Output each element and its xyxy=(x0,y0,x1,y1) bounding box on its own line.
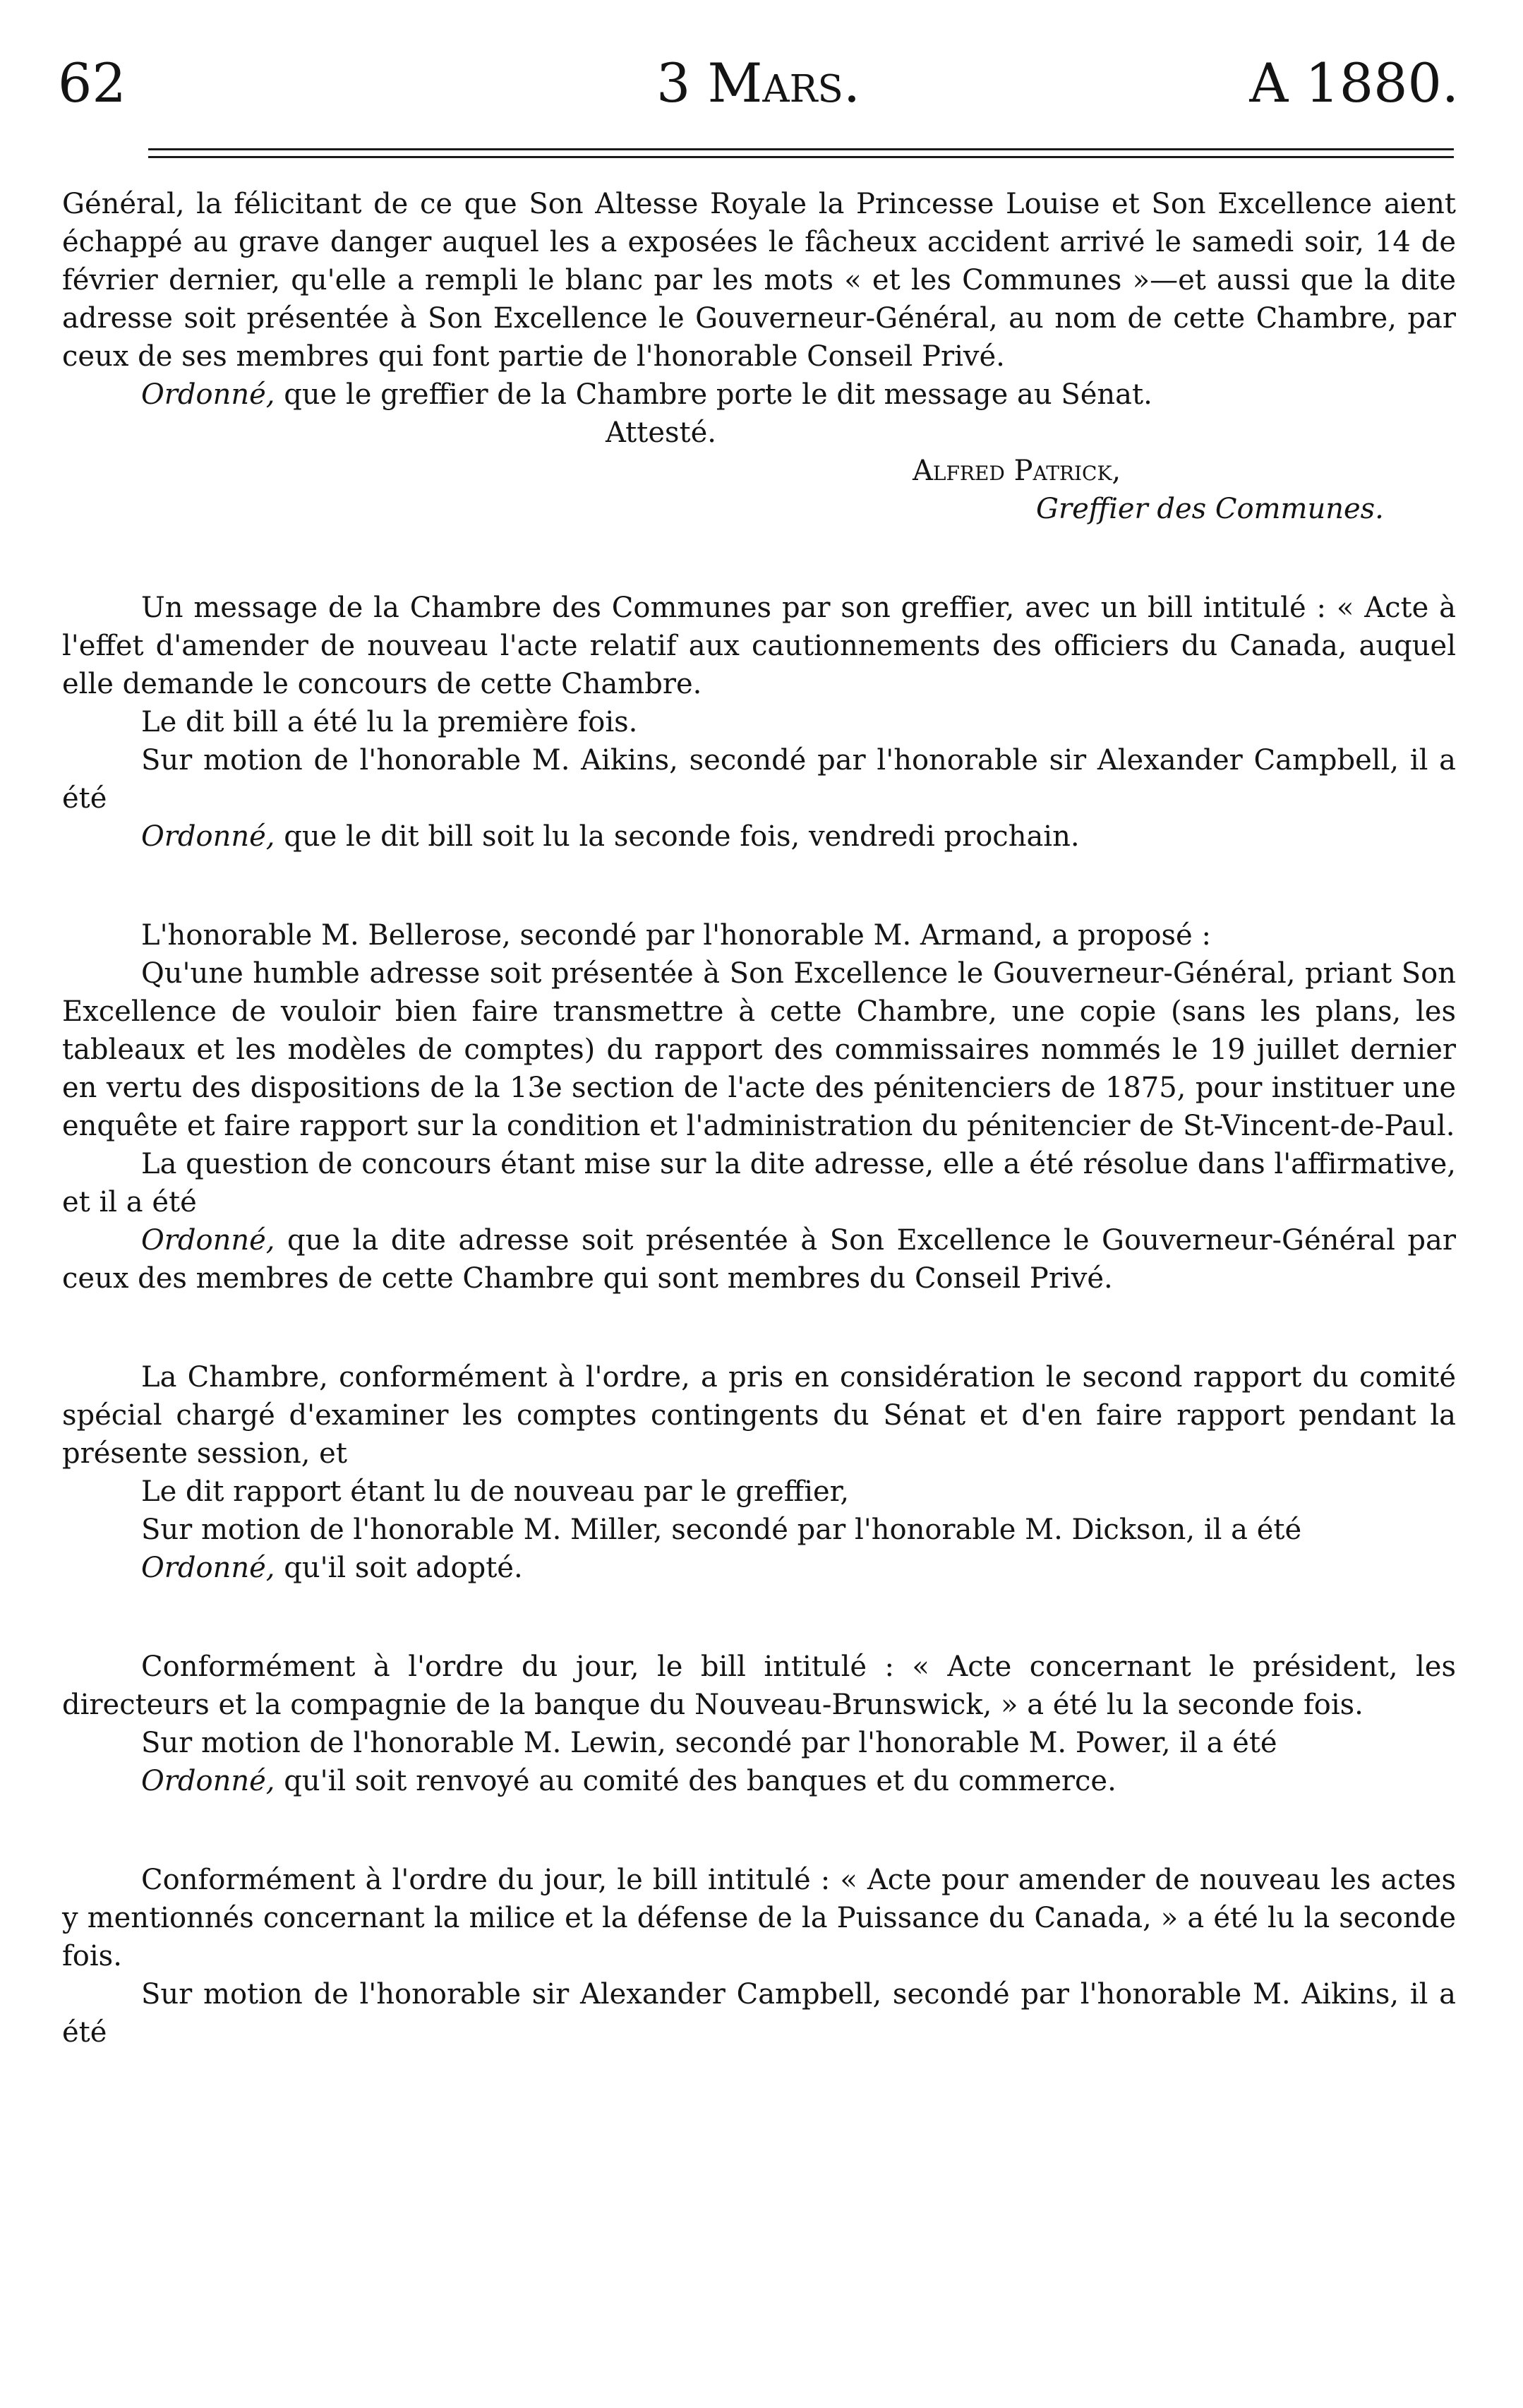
paragraph: Général, la félicitant de ce que Son Altesse Royale la Princesse Louise et Son Excellence aient échappé au grave danger auquel les a exposées le fâcheux accident arrivé le samedi soir, 14 de février dernier, qu'elle a rempli le blanc par les mots « et les Communes »—et aussi que la dite adresse soit présentée à Son Excellence le Gouverneur-Général, au nom de cette Chambre, par ceux de ses membres qui font partie de l'honorable Conseil Privé. xyxy=(62,188,1456,373)
paragraph: Sur motion de l'honorable sir Alexander Campbell, secondé par l'honorable M. Aikins, il a été xyxy=(62,1978,1456,2049)
paragraph: Ordonné, qu'il soit renvoyé au comité des banques et du commerce. xyxy=(141,1765,1116,1797)
paragraph: La question de concours étant mise sur la dite adresse, elle a été résolue dans l'affirmative, et il a été xyxy=(62,1148,1456,1218)
paragraph: Sur motion de l'honorable M. Aikins, secondé par l'honorable sir Alexander Campbell, il a été xyxy=(62,744,1456,815)
paragraph: Qu'une humble adresse soit présentée à Son Excellence le Gouverneur-Général, priant Son Excellence de vouloir bien faire transmettre à cette Chambre, une copie (sans les plans, les tableaux et les modèles de comptes) du rapport des commissaires nommés le 19 juillet dernier en vertu des dispositions de la 13e section de l'acte des pénitenciers de 1875, pour instituer une enquête et faire rapport sur la condition et l'administration du pénitencier de St-Vincent-de-Paul. xyxy=(62,957,1456,1142)
paragraph: Conformément à l'ordre du jour, le bill intitulé : « Acte concernant le président, les directeurs et la compagnie de la banque du Nouveau-Brunswick, » a été lu la seconde fois. xyxy=(62,1651,1456,1721)
header-rule xyxy=(148,148,1454,164)
paragraph: Sur motion de l'honorable M. Lewin, secondé par l'honorable M. Power, il a été xyxy=(141,1727,1277,1759)
page-number: 62 xyxy=(58,52,126,114)
paragraph: Le dit bill a été lu la première fois. xyxy=(141,706,638,738)
attestation: Attesté. xyxy=(606,417,716,449)
paragraph: Ordonné, que le greffier de la Chambre porte le dit message au Sénat. xyxy=(141,378,1152,411)
paragraph: Sur motion de l'honorable M. Miller, secondé par l'honorable M. Dickson, il a été xyxy=(141,1514,1302,1546)
paragraph: La Chambre, conformément à l'ordre, a pris en considération le second rapport du comité spécial chargé d'examiner les comptes contingents du Sénat et d'en faire rapport pendant la présente session, et xyxy=(62,1361,1456,1470)
paragraph: Le dit rapport étant lu de nouveau par le greffier, xyxy=(141,1475,850,1508)
signature-name: Alfred Patrick, xyxy=(913,455,1121,487)
header-date: 3 Mars. xyxy=(656,52,860,114)
paragraph: L'honorable M. Bellerose, secondé par l'honorable M. Armand, a proposé : xyxy=(141,919,1211,952)
paragraph: Un message de la Chambre des Communes par son greffier, avec un bill intitulé : « Acte à l'effet d'amender de nouveau l'acte relatif aux cautionnements des officiers du Canada, auquel elle demande le concours de cette Chambre. xyxy=(62,592,1456,700)
paragraph: Ordonné, qu'il soit adopté. xyxy=(141,1552,523,1584)
page-header xyxy=(58,48,1459,119)
paragraph: Ordonné, que la dite adresse soit présentée à Son Excellence le Gouverneur-Général par ceux des membres de cette Chambre qui sont membres du Conseil Privé. xyxy=(62,1224,1456,1295)
signature-title: Greffier des Communes. xyxy=(1036,493,1384,525)
paragraph: Conformément à l'ordre du jour, le bill intitulé : « Acte pour amender de nouveau les actes y mentionnés concernant la milice et la défense de la Puissance du Canada, » a été lu la seconde fois. xyxy=(62,1864,1456,1972)
document-body xyxy=(62,185,1456,2051)
header-year: A 1880. xyxy=(1249,52,1459,114)
paragraph: Ordonné, que le dit bill soit lu la seconde fois, vendredi prochain. xyxy=(141,820,1080,853)
